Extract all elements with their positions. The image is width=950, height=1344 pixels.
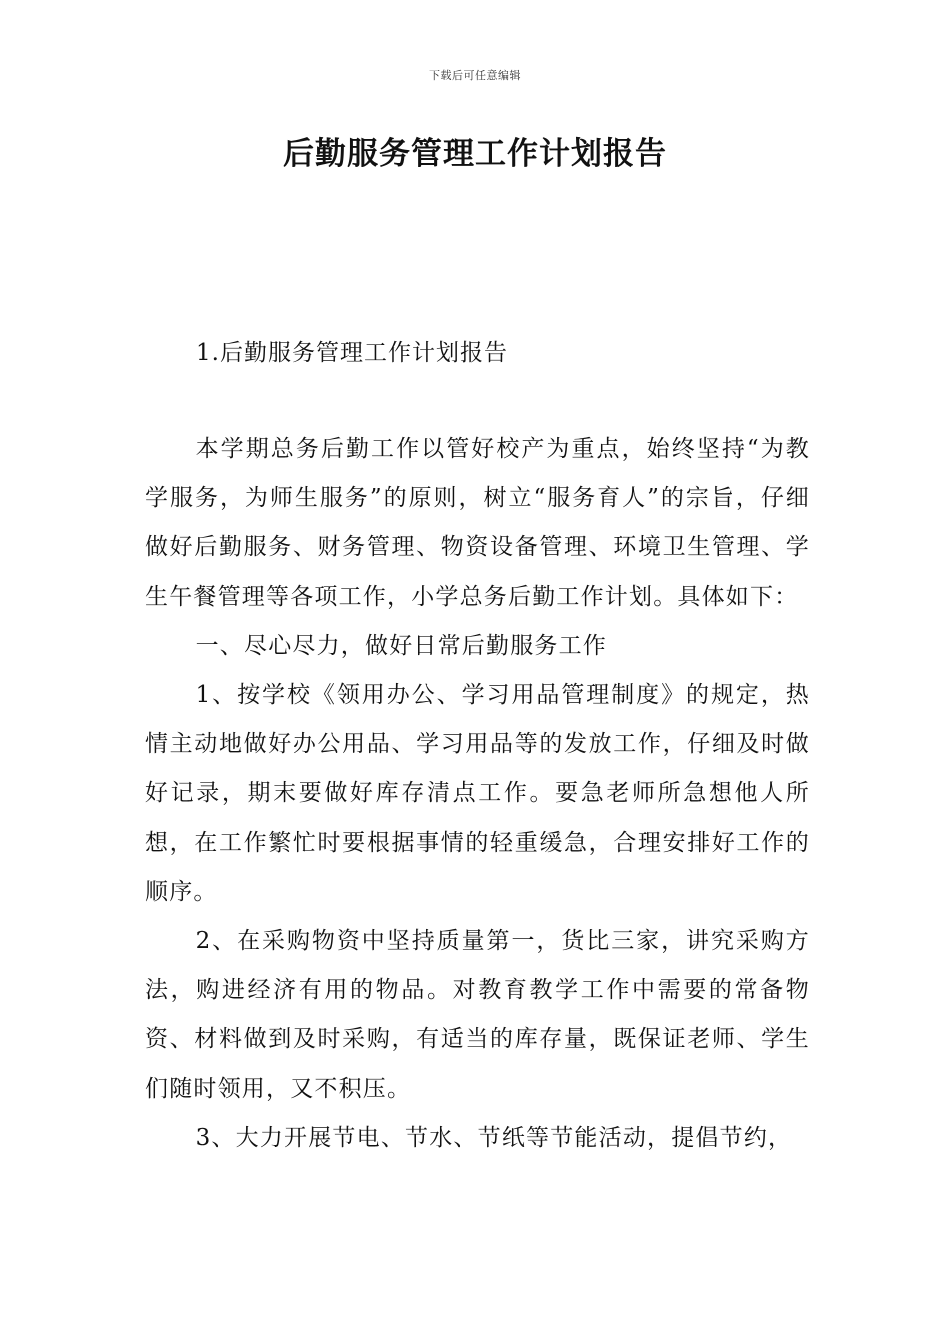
- paragraph-item-2: 2、在采购物资中坚持质量第一，货比三家，讲究采购方法，购进经济有用的物品。对教育教学工作中需要的常备物资、材料做到及时采购，有适当的库存量，既保证老师、学生们随时领用，又不积压。: [145, 928, 810, 1102]
- paragraph-item-1: 1、按学校《领用办公、学习用品管理制度》的规定，热情主动地做好办公用品、学习用品等的发放工作，仔细及时做好记录，期末要做好库存清点工作。要急老师所急想他人所想，在工作繁忙时要根据事情的轻重缓急，合理安排好工作的顺序。: [145, 682, 810, 905]
- document-title: 后勤服务管理工作计划报告: [283, 136, 667, 172]
- header-note: 下载后可任意编辑: [429, 69, 521, 82]
- paragraph-item-3: 3、大力开展节电、节水、节纸等节能活动，提倡节约，: [195, 1124, 793, 1151]
- section-subtitle: 1.后勤服务管理工作计划报告: [196, 340, 508, 366]
- paragraph-section-heading: 一、尽心尽力，做好日常后勤服务工作: [195, 632, 607, 659]
- paragraph-intro: 本学期总务后勤工作以管好校产为重点，始终坚持“为教学服务，为师生服务”的原则，树立“服务育人”的宗旨，仔细做好后勤服务、财务管理、物资设备管理、环境卫生管理、学生午餐管理等各项工作，小学总务后勤工作计划。具体如下：: [145, 436, 810, 610]
- document-body: [145, 425, 810, 1163]
